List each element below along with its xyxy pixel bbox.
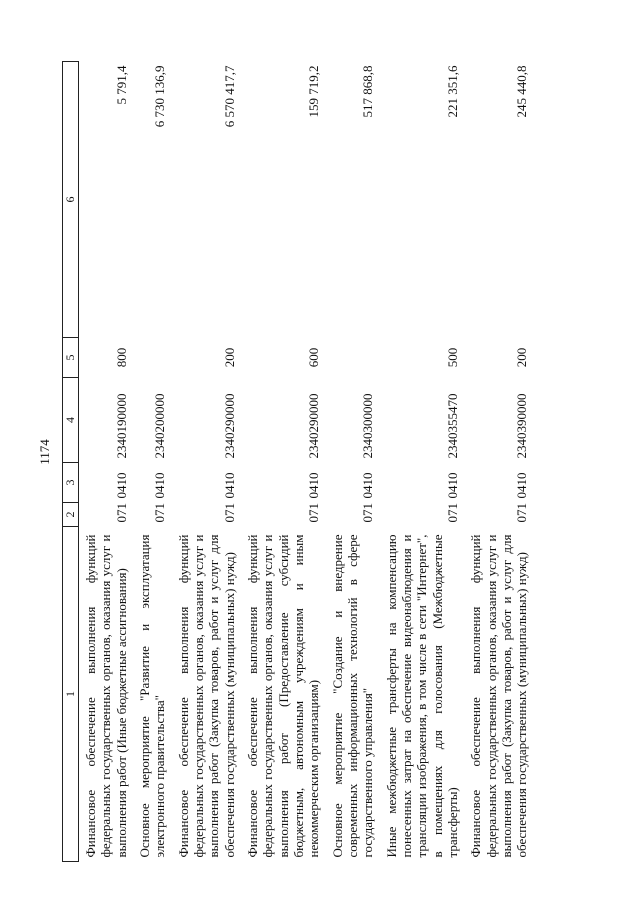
table-row — [326, 62, 380, 862]
row-name: Финансовое обеспечение выполнения функций федеральных государственных органов, оказания услуг и выполнения работ (Закупка товаров, работ и услуг для обеспечения государственных (муниципальных) нужд) — [468, 534, 530, 858]
row-col4: 2340200000 — [152, 393, 168, 459]
header-col-4: 4 — [63, 378, 79, 463]
row-col6: 159 719,2 — [306, 65, 322, 118]
header-col-2: 2 — [63, 503, 79, 527]
header-col-1: 1 — [63, 527, 79, 862]
row-col4: 2340290000 — [221, 393, 237, 459]
row-col4: 2340290000 — [306, 393, 322, 459]
table-row — [133, 62, 172, 862]
row-col4: 2340190000 — [113, 393, 129, 459]
row-col3: 0410 — [360, 472, 376, 499]
table-row — [172, 62, 241, 862]
header-col-3: 3 — [63, 463, 79, 503]
row-col5: 200 — [221, 347, 237, 368]
row-col2: 071 — [306, 503, 322, 523]
row-col2: 071 — [360, 503, 376, 523]
row-col3: 0410 — [306, 472, 322, 499]
row-col4: 2340390000 — [514, 393, 530, 459]
row-col5: 500 — [444, 347, 460, 368]
table-row — [380, 62, 465, 862]
table-row — [464, 62, 533, 862]
budget-table — [62, 61, 534, 862]
row-col6: 245 440,8 — [514, 65, 530, 118]
row-col6: 6 570 417,7 — [221, 65, 237, 128]
row-col6: 517 868,8 — [360, 65, 376, 118]
row-name: Основное мероприятие "Создание и внедрение современных информационных технологий в сфере государственного управления" — [329, 534, 376, 858]
row-col6: 5 791,4 — [113, 65, 129, 105]
row-col2: 071 — [113, 503, 129, 523]
row-col3: 0410 — [514, 472, 530, 499]
header-col-5: 5 — [63, 338, 79, 378]
row-col6: 221 351,6 — [444, 65, 460, 118]
rotated-page-content — [62, 62, 592, 862]
row-col5 — [326, 338, 380, 378]
row-name: Финансовое обеспечение выполнения функций федеральных государственных органов, оказания услуг и выполнения работ (Иные бюджетные ассигнования) — [83, 534, 129, 858]
row-col2: 071 — [221, 503, 237, 523]
row-col2: 071 — [514, 503, 530, 523]
row-col4: 2340300000 — [360, 393, 376, 459]
row-col3: 0410 — [444, 472, 460, 499]
row-col6: 6 730 136,9 — [152, 65, 168, 128]
header-row — [63, 62, 79, 862]
row-col2: 071 — [152, 503, 168, 523]
row-name: Финансовое обеспечение выполнения функций федеральных государственных органов, оказания услуг и выполнения работ (Предоставление субсидий бюджетным, автономным учреждениям и иным некоммерческим организациям) — [244, 534, 322, 858]
row-col5: 200 — [514, 347, 530, 368]
row-col5: 800 — [113, 347, 129, 368]
table-row — [241, 62, 326, 862]
row-col3: 0410 — [152, 472, 168, 499]
row-col2: 071 — [444, 503, 460, 523]
row-col5: 600 — [306, 347, 322, 368]
header-col-6: 6 — [63, 62, 79, 338]
row-name: Финансовое обеспечение выполнения функций федеральных государственных органов, оказания услуг и выполнения работ (Закупка товаров, работ и услуг для обеспечения государственных (муниципальных) нужд) — [175, 534, 237, 858]
page-number: 1174 — [37, 439, 52, 465]
row-col3: 0410 — [113, 472, 129, 499]
row-col4: 2340355470 — [444, 393, 460, 459]
row-col5 — [133, 338, 172, 378]
row-col3: 0410 — [221, 472, 237, 499]
row-name: Иные межбюджетные трансферты на компенсацию понесенных затрат на обеспечение видеонаблюдения и трансляции изображения, в том числе в сети "Интернет", в помещениях для голосования (Межбюджетные трансферты) — [383, 534, 460, 858]
row-name: Основное мероприятие "Развитие и эксплуатация электронного правительства" — [136, 534, 168, 858]
table-row — [79, 62, 133, 862]
